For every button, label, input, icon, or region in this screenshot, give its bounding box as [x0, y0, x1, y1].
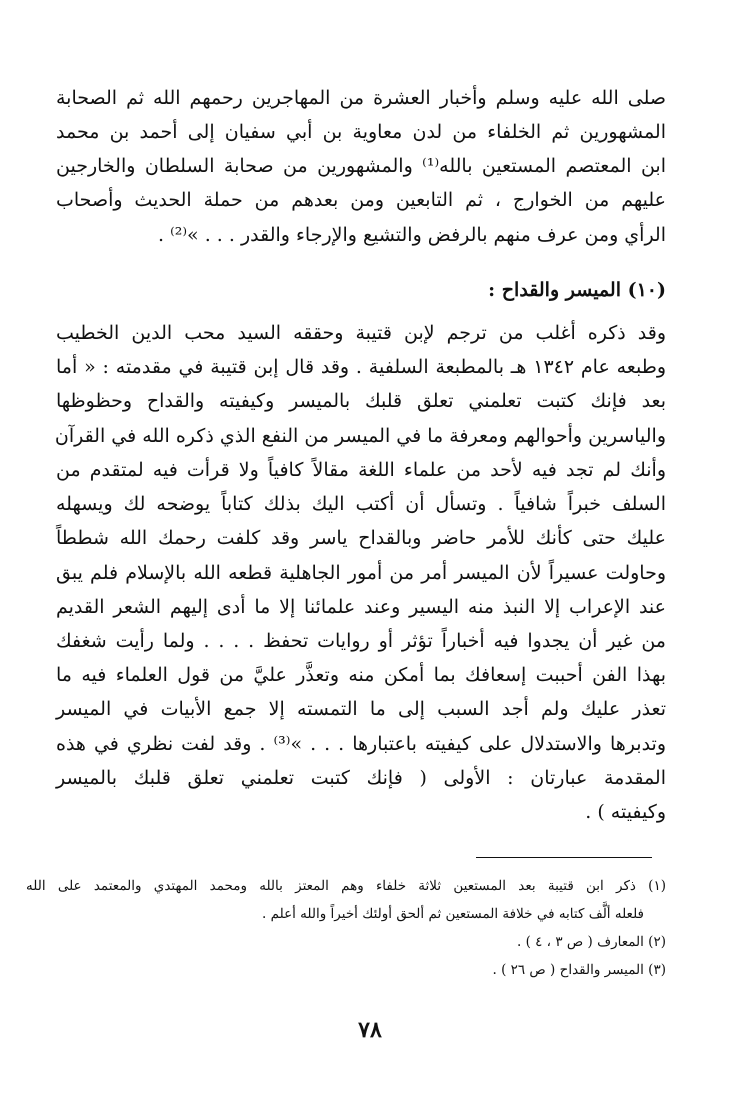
section-line-7: عليك حتى كأنك للأمر حاضر وبالقداح ياسر وقد كلفت رحمك الله شططاً — [56, 527, 666, 549]
section-line-9: عند الإعراب إلا النبذ منه اليسير وعند علمائنا إلا ما أدى إليهم الشعر القديم — [56, 596, 666, 618]
body-line-2: المشهورين ثم الخلفاء من لدن معاوية بن أبي سفيان إلى أحمد بن محمد — [56, 121, 666, 143]
footnote-divider — [476, 857, 652, 858]
section-line-2: وطبعه عام ١٣٤٢ هـ بالمطبعة السلفية . وقد قال إبن قتيبة في مقدمته : « أما — [56, 356, 666, 378]
footnote-1-continued: فلعله ألَّف كتابه في خلافة المستعين ثم ألحق أولئك أخيراً والله أعلم . — [262, 906, 644, 922]
body-line-4: عليهم من الخوارج ، ثم التابعين ومن بعدهم من حملة الحديث وأصحاب — [56, 189, 666, 211]
section-line-3: بعد فإنك كتبت تعلمني تعلق قلبك بالميسر وكيفيته والقداح وحظوظها — [56, 390, 666, 412]
section-line-11: بهذا الفن أحببت إسعافك بما أمكن منه وتعذَّر عليَّ من قول العلماء فيه ما — [56, 664, 666, 686]
footnote-2: (٢) المعارف ( ص ٣ ، ٤ ) . — [516, 934, 666, 950]
section-line-8: وحاولت عسيراً لأن الميسر أمر من أمور الجاهلية قطعه الله بالإسلام فلم يبق — [56, 562, 666, 584]
section-line-13: وتدبرها والاستدلال على كيفيته باعتبارها . . . »⁽³⁾ . وقد لفت نظري في هذه — [56, 733, 667, 755]
section-heading: (١٠) الميسر والقداح : — [488, 279, 666, 301]
section-line-6: السلف خبراً شافياً . وتسأل أن أكتب اليك بذلك كتاباً يوضحه لك ويسهله — [56, 493, 666, 515]
section-line-10: من غير أن يجدوا فيه أخباراً تؤثر أو روايات تحفظ . . . . ولما رأيت شغفك — [56, 630, 666, 652]
section-line-12: تعذر عليك ولم أجد السبب إلى ما التمسته إلا جمع الأبيات في الميسر — [56, 698, 666, 720]
body-line-1: صلى الله عليه وسلم وأخبار العشرة من المهاجرين رحمهم الله ثم الصحابة — [56, 87, 666, 109]
section-line-4: والياسرين وأحوالهم ومعرفة ما في الميسر من النفع الذي ذكره الله في القرآن — [54, 425, 666, 447]
page-number: ٧٨ — [358, 1017, 382, 1043]
footnote-3: (٣) الميسر والقداح ( ص ٢٦ ) . — [492, 962, 666, 978]
section-line-5: وأنك لم تجد فيه لأحد من علماء اللغة مقالاً كافياً ولا قرأت فيه لمتقدم من — [56, 459, 666, 481]
body-line-5: الرأي ومن عرف منهم بالرفض والتشيع والإرجاء والقدر . . . »⁽²⁾ . — [158, 224, 666, 246]
footnote-1: (١) ذكر ابن قتيبة بعد المستعين ثلاثة خلفاء وهم المعتز بالله ومحمد المهتدي والمعتمد على الله — [26, 878, 666, 894]
section-line-14: المقدمة عبارتان : الأولى ( فإنك كتبت تعلمني تعلق قلبك بالميسر — [56, 767, 666, 789]
body-line-3: ابن المعتصم المستعين بالله⁽¹⁾ والمشهورين من صحابة السلطان والخارجين — [56, 155, 666, 177]
section-line-15: وكيفيته ) . — [585, 801, 666, 823]
section-line-1: وقد ذكره أغلب من ترجم لإبن قتيبة وحققه السيد محب الدين الخطيب — [56, 322, 666, 344]
